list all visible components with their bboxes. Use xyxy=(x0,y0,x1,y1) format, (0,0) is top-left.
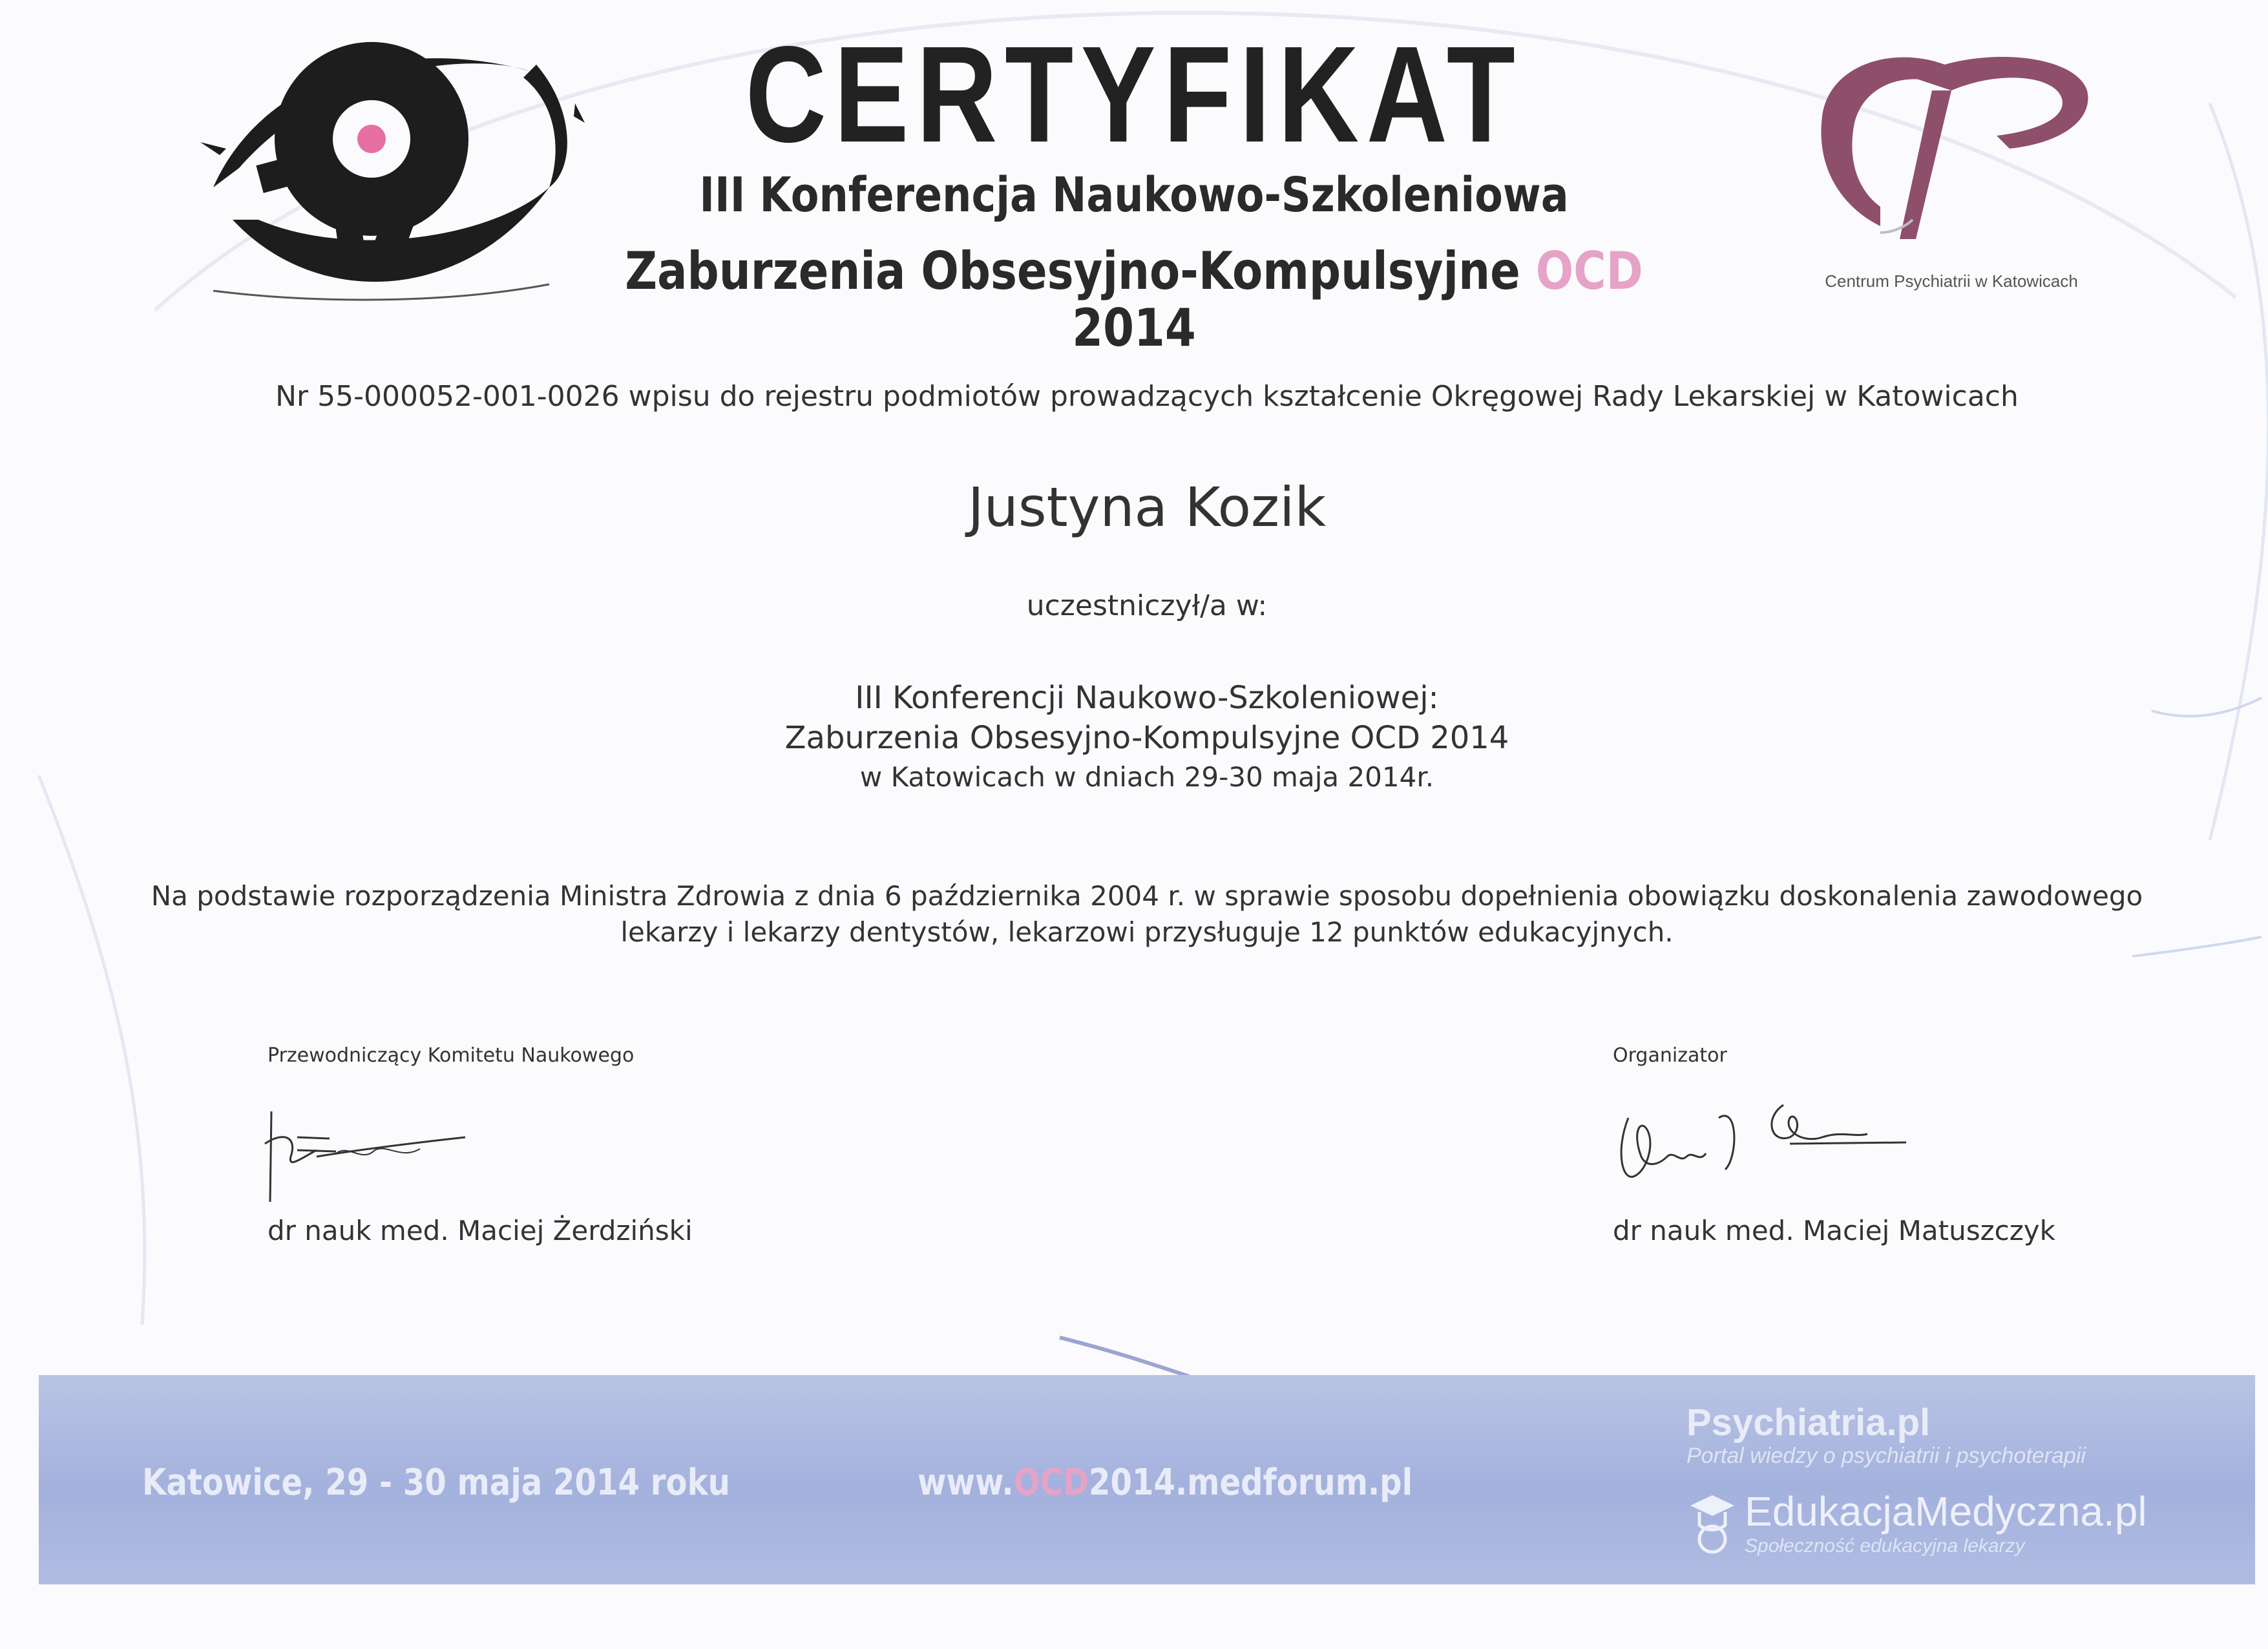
conference-subtitle-suffix: 2014 xyxy=(1072,298,1196,358)
event-name-line: III Konferencji Naukowo-Szkoleniowej: xyxy=(855,680,1439,716)
psychiatria-portal-name: Psychiatria.pl xyxy=(1686,1402,1931,1444)
eye-logo-icon xyxy=(187,26,588,310)
footer-date: Katowice, 29 - 30 maja 2014 roku xyxy=(142,1462,730,1504)
conference-subtitle-prefix: Zaburzenia Obsesyjno-Kompulsyjne xyxy=(625,241,1536,301)
conference-title: III Konferencja Naukowo-Szkoleniowa xyxy=(699,167,1569,223)
certificate-title: CERTYFIKAT xyxy=(745,17,1523,171)
legal-basis-line-2: lekarzy i lekarzy dentystów, lekarzowi przysługuje 12 punktów edukacyjnych. xyxy=(620,916,1674,948)
website-prefix: www. xyxy=(918,1462,1014,1504)
right-signature-icon xyxy=(1609,1092,1919,1202)
registry-number: Nr 55-000052-001-0026 wpisu do rejestru podmiotów prowadzących kształcenie Okręgowej Rady Lekarskiej w Katowicach xyxy=(275,380,2019,413)
website-ocd-highlight: OCD xyxy=(1013,1462,1089,1504)
cp-logo-icon xyxy=(1803,39,2100,258)
participation-label: uczestniczył/a w: xyxy=(1026,589,1268,622)
left-signatory-name: dr nauk med. Maciej Żerdziński xyxy=(268,1215,693,1246)
ocd-highlight: OCD xyxy=(1535,241,1643,301)
left-signatory-role: Przewodniczący Komitetu Naukowego xyxy=(268,1044,635,1067)
conference-subtitle xyxy=(604,243,1665,357)
event-topic-line: Zaburzenia Obsesyjno-Kompulsyjne OCD 2014 xyxy=(784,720,1509,756)
graduation-cap-icon xyxy=(1688,1486,1737,1557)
edukacja-medyczna-tagline: Społeczność edukacyjna lekarzy xyxy=(1745,1535,2025,1557)
event-date-line: w Katowicach w dniach 29-30 maja 2014r. xyxy=(859,761,1434,793)
partner-caption: Centrum Psychiatrii w Katowicach xyxy=(1825,271,2078,291)
psychiatria-portal-tagline: Portal wiedzy o psychiatrii i psychoterapii xyxy=(1686,1444,2086,1468)
website-suffix: 2014.medforum.pl xyxy=(1088,1462,1413,1504)
edukacja-medyczna-name: EdukacjaMedyczna.pl xyxy=(1745,1488,2147,1535)
left-signature-icon xyxy=(258,1098,491,1215)
footer-website[interactable] xyxy=(918,1462,1412,1504)
legal-basis-line-1: Na podstawie rozporządzenia Ministra Zdrowia z dnia 6 października 2004 r. w sprawie sposobu dopełnienia obowiązku doskonalenia zawodowego xyxy=(151,880,2143,912)
right-signatory-role: Organizator xyxy=(1613,1044,1727,1067)
right-signatory-name: dr nauk med. Maciej Matuszczyk xyxy=(1613,1215,2055,1246)
recipient-name: Justyna Kozik xyxy=(967,476,1327,539)
